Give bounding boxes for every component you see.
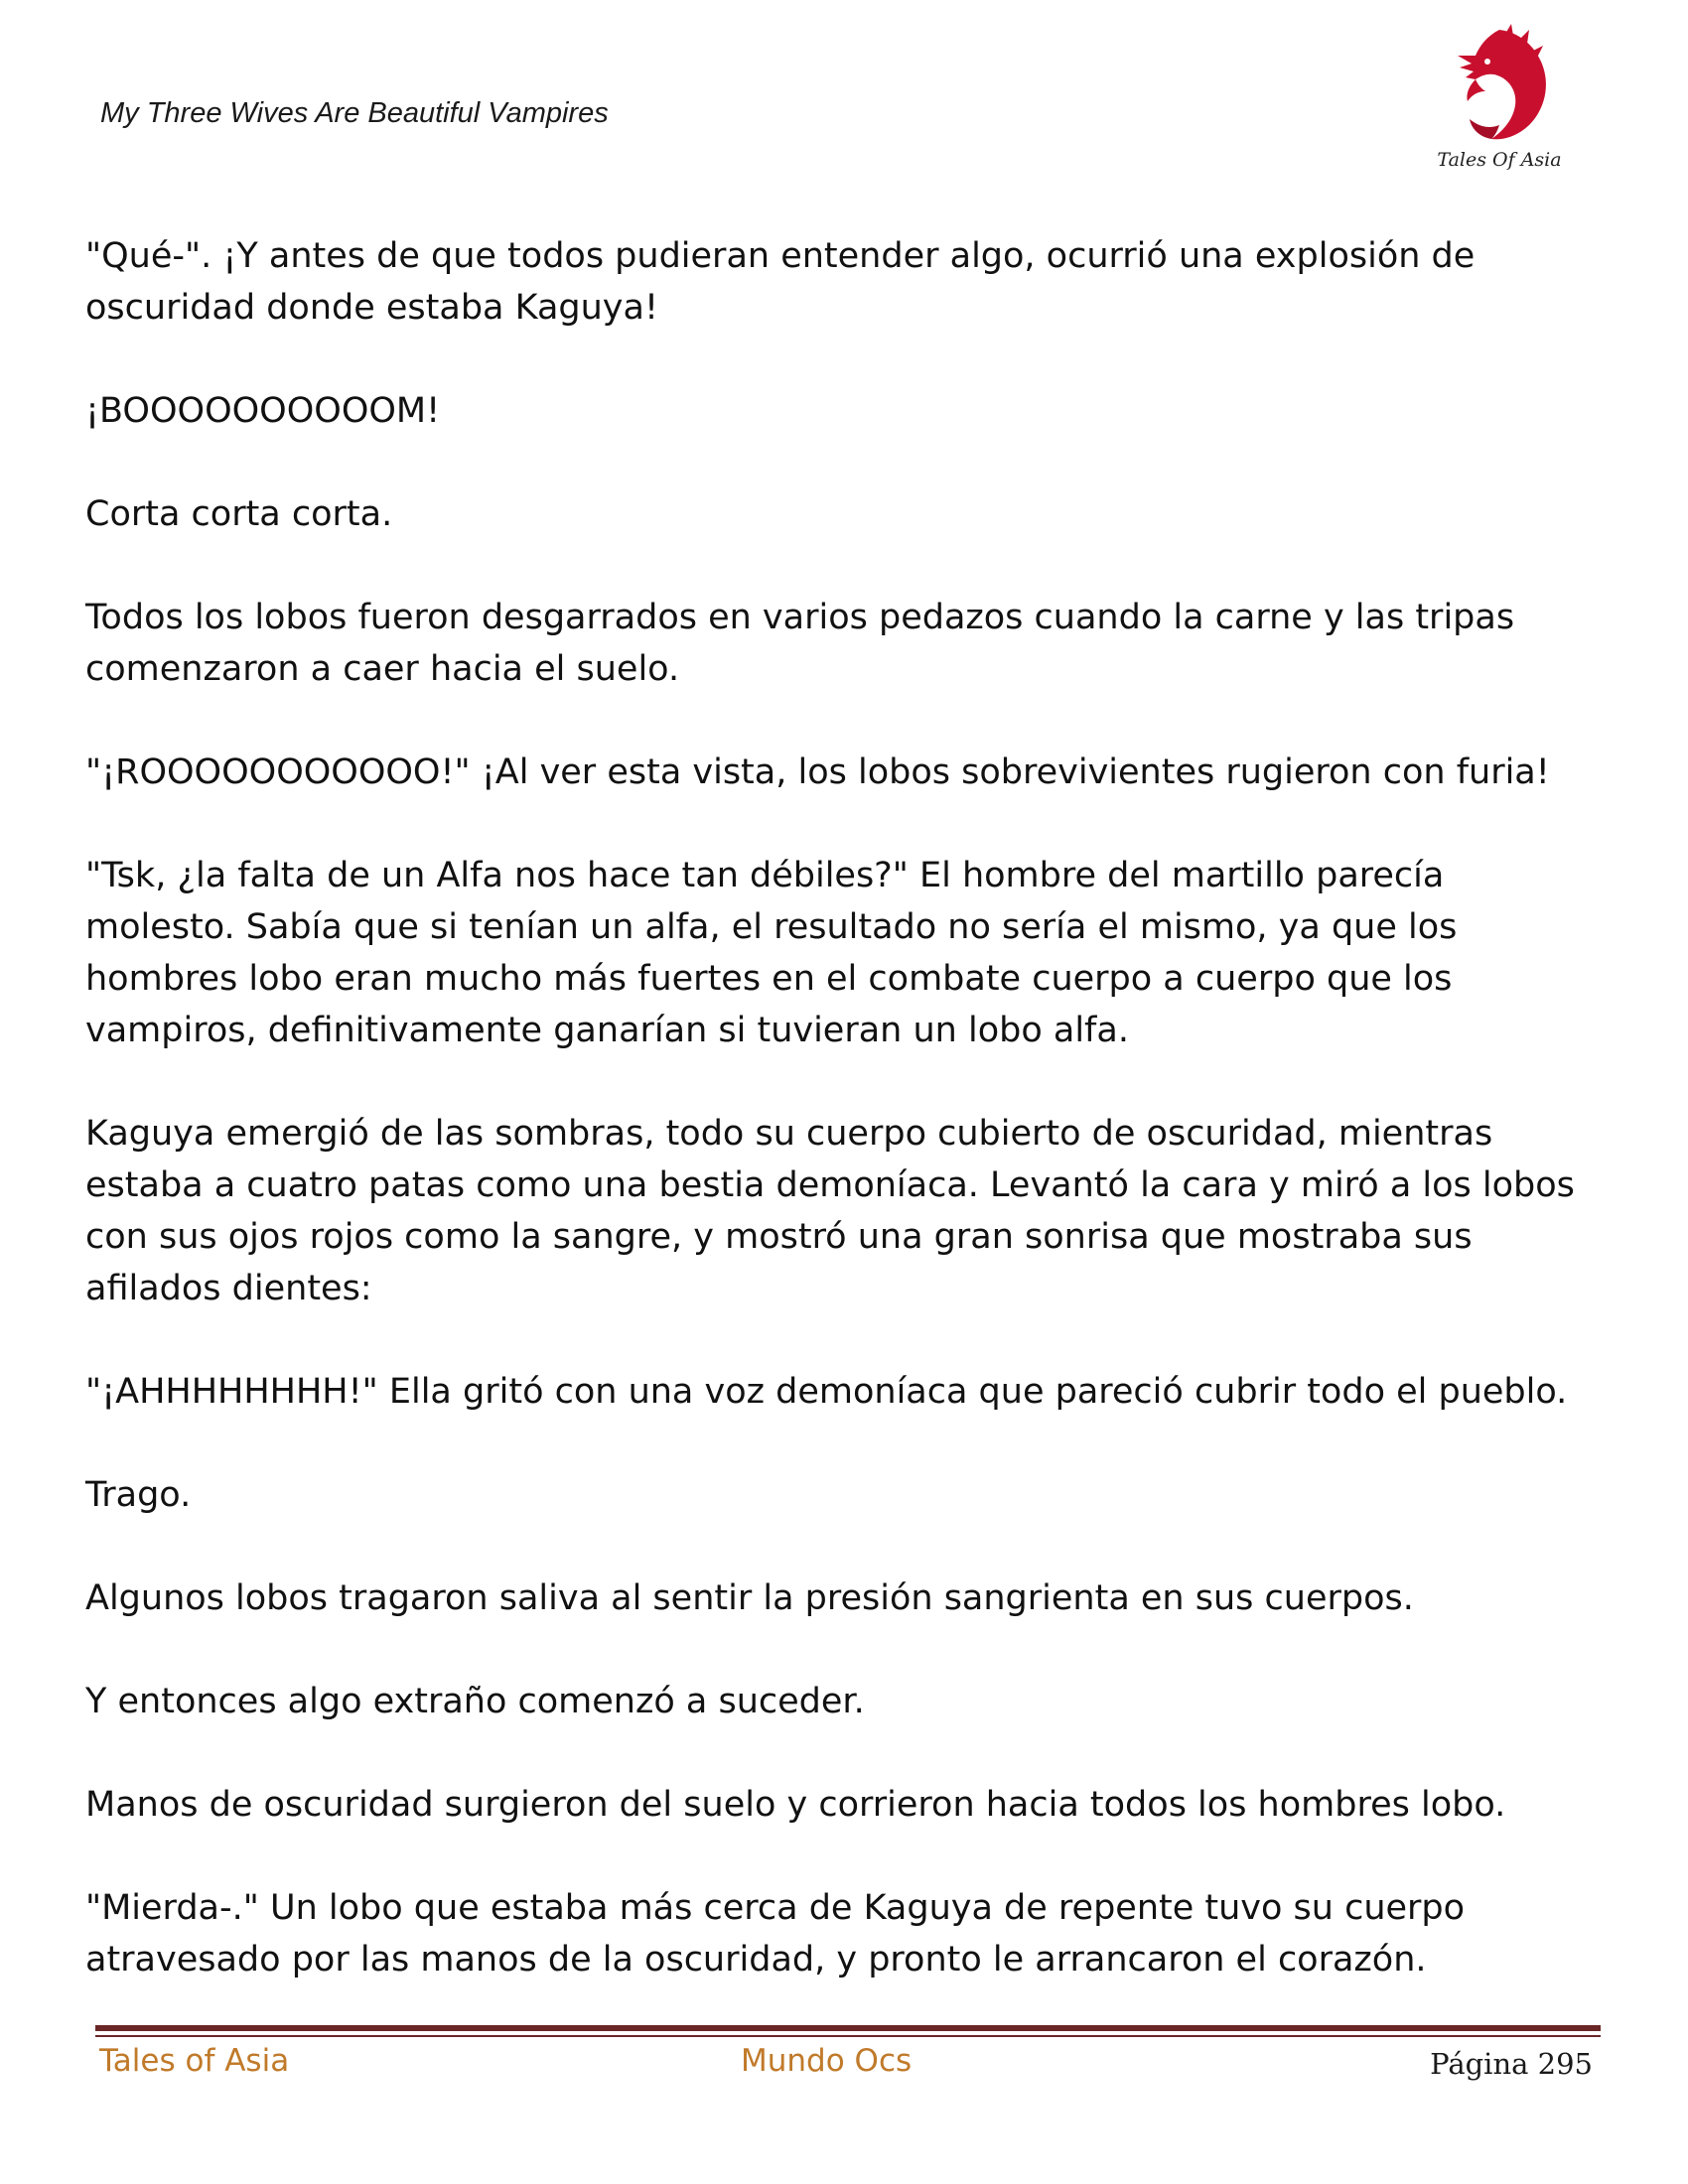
red-dragon-icon (1430, 22, 1569, 151)
footer-divider (95, 2025, 1601, 2031)
paragraph: "Tsk, ¿la falta de un Alfa nos hace tan débiles?" El hombre del martillo parecía molesto. Sabía que si tenían un alfa, el resultado no sería el mismo, ya que los hombres lobo eran mucho más fuertes en el combate cuerpo a cuerpo que los vampiros, definitivamente ganarían si tuvieran un lobo alfa. (85, 856, 1458, 1050)
paragraph: Algunos lobos tragaron saliva al sentir la presión sangrienta en sus cuerpos. (85, 1578, 1414, 1618)
paragraph: "Mierda-." Un lobo que estaba más cerca de Kaguya de repente tuvo su cuerpo atravesado por las manos de la oscuridad, y pronto le arrancaron el corazón. (85, 1888, 1466, 1979)
document-header-title: My Three Wives Are Beautiful Vampires (100, 97, 609, 129)
paragraph: Kaguya emergió de las sombras, todo su cuerpo cubierto de oscuridad, mientras estaba a cuatro patas como una bestia demoníaca. Levantó la cara y miró a los lobos con sus ojos rojos como la sangre, y mostró una gran sonrisa que mostraba sus afilados dientes: (85, 1114, 1575, 1308)
paragraph: "¡AHHHHHHHH!" Ella gritó con una voz demoníaca que pareció cubrir todo el pueblo. (85, 1372, 1568, 1412)
paragraph: Todos los lobos fueron desgarrados en varios pedazos cuando la carne y las tripas comenzaron a caer hacia el suelo. (85, 598, 1515, 689)
paragraph: Corta corta corta. (85, 494, 393, 534)
page-number: Página 295 (1430, 2047, 1593, 2081)
tales-of-asia-logo (1430, 22, 1569, 181)
footer-publisher: Tales of Asia (99, 2043, 290, 2079)
paragraph: Manos de oscuridad surgieron del suelo y corrieron hacia todos los hombres lobo. (85, 1785, 1506, 1825)
footer-translator: Mundo Ocs (741, 2043, 913, 2079)
logo-caption: Tales Of Asia (1437, 149, 1562, 171)
paragraph: "¡ROOOOOOOOOOO!" ¡Al ver esta vista, los lobos sobrevivientes rugieron con furia! (85, 752, 1550, 792)
document-body (85, 230, 1605, 2037)
paragraph: Trago. (85, 1475, 192, 1515)
footer-divider-thin (95, 2035, 1601, 2037)
paragraph: "Qué-". ¡Y antes de que todos pudieran entender algo, ocurrió una explosión de oscuridad donde estaba Kaguya! (85, 236, 1476, 328)
paragraph: Y entonces algo extraño comenzó a suceder. (85, 1682, 865, 1721)
paragraph: ¡BOOOOOOOOOOM! (85, 391, 441, 431)
